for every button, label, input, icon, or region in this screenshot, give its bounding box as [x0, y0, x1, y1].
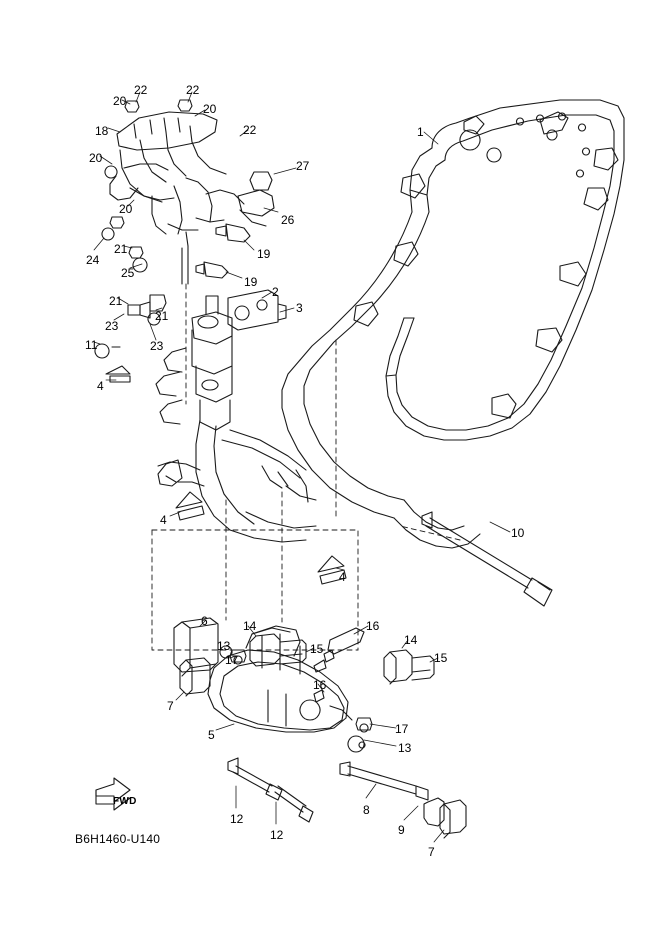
fwd-label: FWD [113, 796, 137, 807]
callout-number: 17 [225, 653, 239, 667]
callout-number: 24 [86, 253, 100, 267]
callout-number: 8 [363, 803, 370, 817]
callout-number: 22 [134, 83, 148, 97]
callout-number: 22 [186, 83, 200, 97]
long-rod-part-10 [422, 512, 552, 606]
callout-number: 15 [310, 642, 324, 656]
callout-number: 13 [398, 741, 412, 755]
callout-number: 5 [208, 728, 215, 742]
callout-number: 1 [417, 125, 424, 139]
callout-number: 11 [85, 338, 98, 352]
callout-number: 6 [201, 614, 208, 628]
callout-number: 4 [97, 379, 104, 393]
callout-number: 20 [119, 202, 133, 216]
callout-number: 7 [428, 845, 435, 859]
callout-number: 21 [155, 309, 169, 323]
callout-number: 14 [243, 619, 257, 633]
callout-number: 4 [339, 570, 346, 584]
callout-number: 12 [230, 812, 244, 826]
callout-number: 10 [511, 526, 525, 540]
callout-number: 17 [395, 722, 409, 736]
callout-number: 16 [366, 619, 380, 633]
callout-number: 15 [434, 651, 448, 665]
main-frame-outline [282, 100, 624, 548]
callout-number: 22 [243, 123, 257, 137]
callout-number: 9 [398, 823, 405, 837]
callout-number: 12 [270, 828, 284, 842]
callout-number: 23 [150, 339, 164, 353]
part-number-code: B6H1460-U140 [75, 832, 161, 846]
callout-number: 26 [281, 213, 295, 227]
callout-number: 21 [109, 294, 123, 308]
head-tube-subframe [156, 296, 316, 542]
callout-number: 16 [313, 678, 327, 692]
callout-number: 20 [113, 94, 127, 108]
callout-number: 23 [105, 319, 119, 333]
callout-number: 4 [160, 513, 167, 527]
callout-number: 13 [217, 639, 231, 653]
callout-number: 19 [244, 275, 258, 289]
callout-number: 3 [296, 301, 303, 315]
callout-number: 7 [167, 699, 174, 713]
callout-number: 14 [404, 633, 418, 647]
callout-number: 19 [257, 247, 271, 261]
callout-number: 27 [296, 159, 310, 173]
callout-number: 20 [89, 151, 103, 165]
callout-number: 25 [121, 266, 135, 280]
callout-number: 21 [114, 242, 128, 256]
callout-number: 2 [272, 285, 279, 299]
callout-number: 18 [95, 124, 109, 138]
callout-number: 20 [203, 102, 217, 116]
